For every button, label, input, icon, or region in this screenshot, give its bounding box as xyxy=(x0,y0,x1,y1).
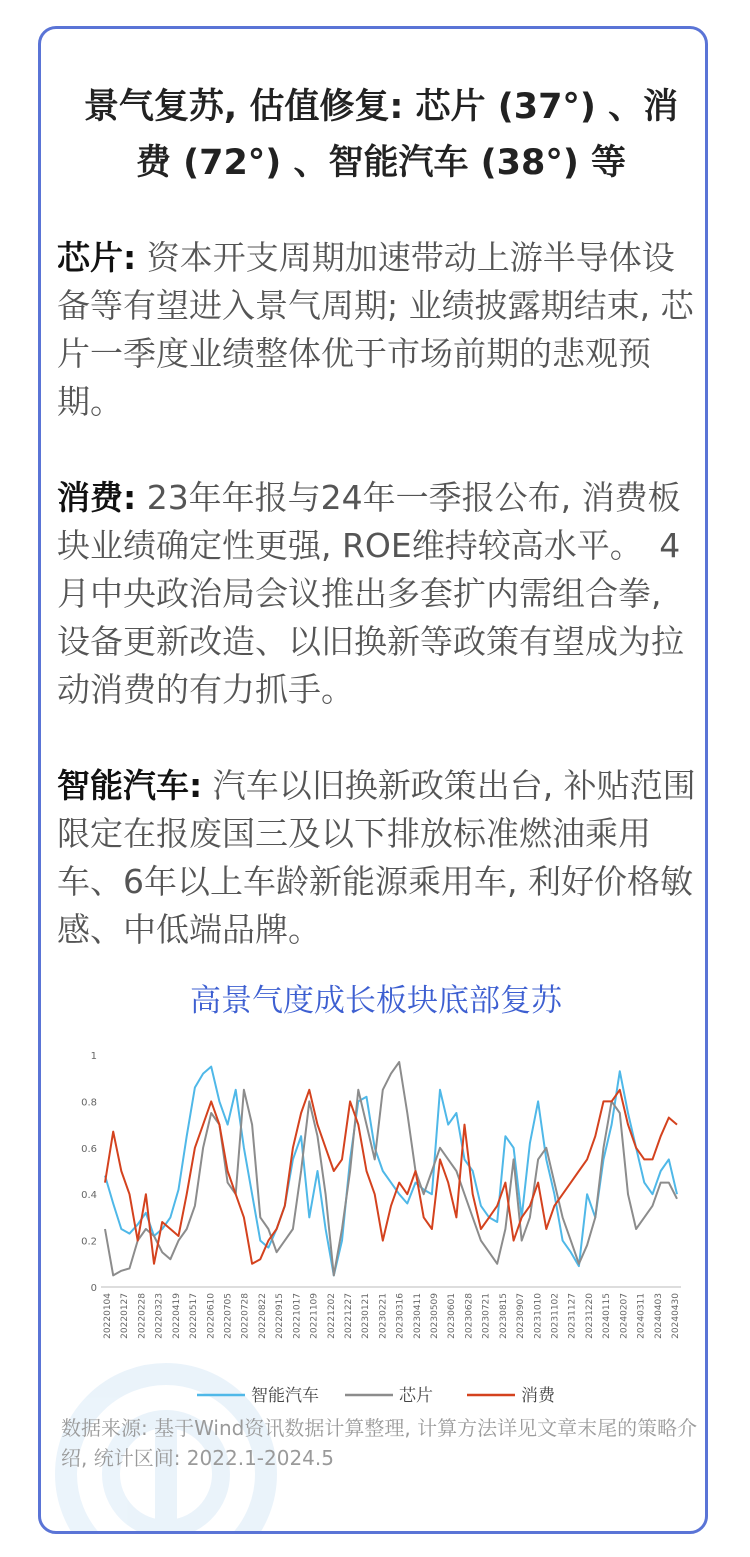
section-text: 资本开支周期加速带动上游半导体设备等有望进入景气周期; 业绩披露期结束, 芯片一季度业绩整体优于市场前期的悲观预期。 xyxy=(57,238,694,421)
y-tick-label: 0.8 xyxy=(81,1097,97,1109)
y-tick-label: 0.2 xyxy=(81,1236,97,1248)
section-lead: 芯片: xyxy=(57,238,137,277)
x-tick-label: 20220228 xyxy=(137,1293,148,1339)
content-card xyxy=(38,26,708,1534)
x-tick-label: 20230121 xyxy=(361,1293,372,1339)
section-lead: 智能汽车: xyxy=(57,766,203,805)
section-text: 23年年报与24年一季报公布, 消费板块业绩确定性更强, ROE维持较高水平。 4月中央政治局会议推出多套扩内需组合拳, 设备更新改造、以旧换新等政策有望成为拉动消费的有力抓手。 xyxy=(57,478,684,709)
x-tick-label: 20220419 xyxy=(171,1293,182,1339)
x-tick-label: 20230907 xyxy=(516,1293,527,1339)
x-tick-label: 20220323 xyxy=(154,1293,165,1339)
x-tick-label: 20240115 xyxy=(602,1293,613,1339)
x-tick-label: 20230815 xyxy=(498,1293,509,1339)
x-tick-label: 20230509 xyxy=(430,1293,441,1339)
x-tick-label: 20230601 xyxy=(447,1293,458,1339)
x-tick-label: 20220728 xyxy=(240,1293,251,1339)
x-tick-label: 20221017 xyxy=(292,1293,303,1339)
y-tick-label: 1 xyxy=(90,1051,97,1062)
x-tick-label: 20240311 xyxy=(636,1293,647,1339)
x-tick-label: 20240403 xyxy=(653,1293,664,1339)
section-consumption xyxy=(57,474,697,714)
x-tick-label: 20230316 xyxy=(395,1293,406,1339)
x-tick-label: 20221109 xyxy=(309,1293,320,1339)
x-tick-label: 20231010 xyxy=(533,1293,544,1339)
x-tick-label: 20220104 xyxy=(103,1293,113,1339)
x-tick-label: 20220822 xyxy=(257,1293,268,1339)
x-tick-label: 20221227 xyxy=(343,1293,354,1339)
chart-title: 高景气度成长板块底部复苏 xyxy=(190,983,562,1019)
x-tick-label: 20220915 xyxy=(275,1293,286,1339)
x-tick-label: 20230721 xyxy=(481,1293,492,1339)
section-lead: 消费: xyxy=(57,478,137,517)
x-tick-label: 20221202 xyxy=(326,1293,337,1339)
x-tick-label: 20220610 xyxy=(206,1293,217,1339)
x-tick-label: 20220127 xyxy=(120,1293,131,1339)
x-tick-label: 20240430 xyxy=(671,1293,681,1339)
y-tick-label: 0.4 xyxy=(81,1190,97,1202)
x-tick-label: 20231127 xyxy=(567,1293,578,1339)
x-tick-label: 20220705 xyxy=(223,1293,234,1339)
x-tick-label: 20230221 xyxy=(378,1293,389,1339)
headline: 景气复苏, 估值修复: 芯片 (37°) 、消费 (72°) 、智能汽车 (38°) 等 xyxy=(83,87,679,183)
section-text: 汽车以旧换新政策出台, 补贴范围限定在报废国三及以下排放标准燃油乘用车、6年以上车龄新能源乘用车, 利好价格敏感、中低端品牌。 xyxy=(57,766,696,949)
x-tick-label: 20230411 xyxy=(412,1293,423,1339)
x-tick-label: 20230628 xyxy=(464,1293,475,1339)
legend-label: 芯片 xyxy=(399,1386,433,1406)
data-source-note: 数据来源: 基于Wind资讯数据计算整理, 计算方法详见文章末尾的策略介绍, 统计区间: 2022.1-2024.5 xyxy=(61,1416,698,1470)
y-tick-label: 0 xyxy=(90,1283,97,1294)
y-tick-label: 0.6 xyxy=(81,1143,97,1155)
x-tick-label: 20240207 xyxy=(619,1293,630,1339)
x-tick-label: 20231220 xyxy=(584,1293,595,1339)
x-tick-label: 20231102 xyxy=(550,1293,561,1339)
section-smart-car xyxy=(57,762,697,954)
x-tick-label: 20220517 xyxy=(189,1293,200,1339)
section-chip xyxy=(57,234,697,426)
legend-label: 智能汽车 xyxy=(251,1386,319,1406)
legend-label: 消费 xyxy=(521,1386,555,1406)
line-chart xyxy=(61,1039,701,1419)
